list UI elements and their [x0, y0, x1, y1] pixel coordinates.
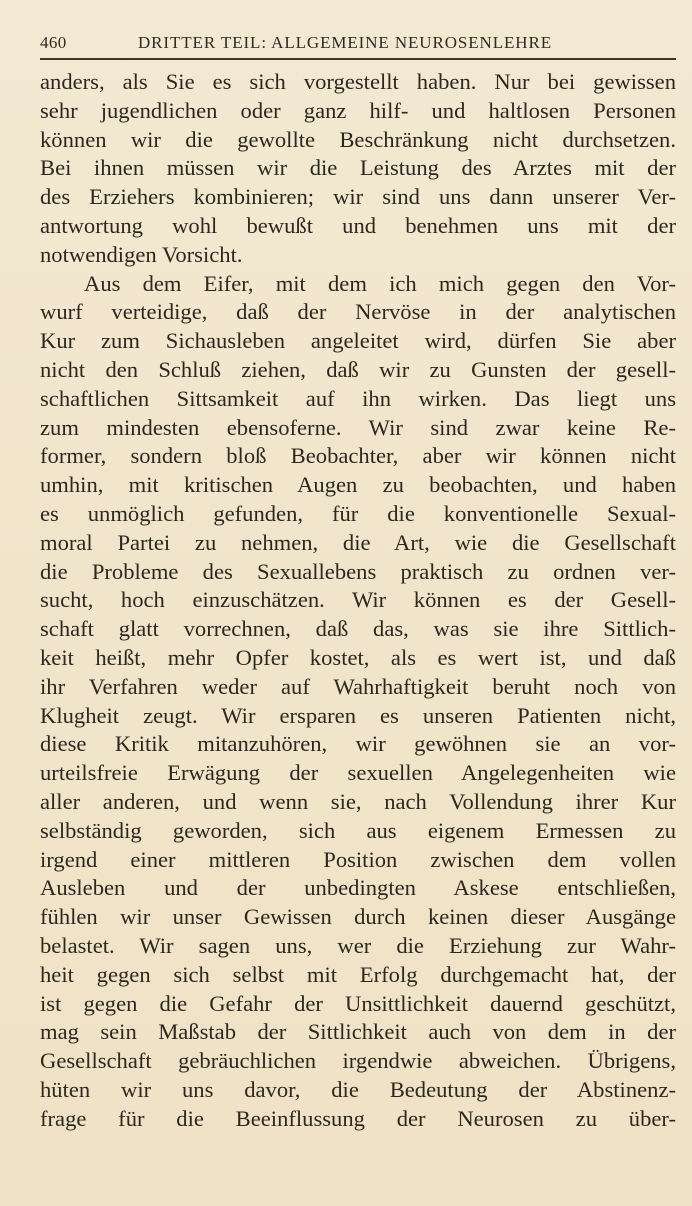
text-line: des Erziehers kombinieren; wir sind uns dann unserer Ver-: [40, 184, 676, 210]
text-line: ihr Verfahren weder auf Wahrhaftigkeit beruht noch von: [40, 673, 676, 699]
text-line: nicht den Schluß ziehen, daß wir zu Gunsten der gesell-: [40, 356, 676, 382]
text-line: fühlen wir unser Gewissen durch keinen dieser Ausgänge: [40, 904, 676, 930]
text-line: Bei ihnen müssen wir die Leistung des Arztes mit der: [40, 155, 676, 181]
text-line: ist gegen die Gefahr der Unsittlichkeit dauernd geschützt,: [40, 990, 676, 1016]
page-number: 460: [40, 33, 67, 52]
text-line: Gesellschaft gebräuchlichen irgendwie abweichen. Übrigens,: [40, 1048, 676, 1074]
text-line: zum mindesten ebensoferne. Wir sind zwar keine Re-: [40, 414, 676, 440]
text-line: antwortung wohl bewußt und benehmen uns mit der: [40, 212, 676, 238]
text-line: mag sein Maßstab der Sittlichkeit auch von dem in der: [40, 1019, 676, 1045]
text-line: die Probleme des Sexuallebens praktisch zu ordnen ver-: [40, 558, 676, 584]
text-line: notwendigen Vorsicht.: [40, 241, 243, 267]
text-line: sehr jugendlichen oder ganz hilf- und haltlosen Personen: [40, 97, 676, 123]
text-line: schaftlichen Sittsamkeit auf ihn wirken. Das liegt uns: [40, 385, 676, 411]
text-line: diese Kritik mitanzuhören, wir gewöhnen sie an vor-: [40, 731, 676, 757]
text-line: frage für die Beeinflussung der Neurosen zu über-: [40, 1105, 676, 1131]
text-line: moral Partei zu nehmen, die Art, wie die Gesellschaft: [40, 529, 676, 555]
text-line: es unmöglich gefunden, für die konventionelle Sexual-: [40, 500, 676, 526]
text-line: schaft glatt vorrechnen, daß das, was sie ihre Sittlich-: [40, 616, 676, 642]
text-line: umhin, mit kritischen Augen zu beobachten, und haben: [40, 472, 676, 498]
running-head: DRITTER TEIL: ALLGEMEINE NEUROSENLEHRE: [138, 33, 552, 52]
text-line: urteilsfreie Erwägung der sexuellen Angelegenheiten wie: [40, 760, 676, 786]
text-line: selbständig geworden, sich aus eigenem Ermessen zu: [40, 817, 676, 843]
text-line: irgend einer mittleren Position zwischen dem vollen: [40, 846, 676, 872]
text-line: Aus dem Eifer, mit dem ich mich gegen den Vor-: [84, 270, 676, 296]
text-line: former, sondern bloß Beobachter, aber wir können nicht: [40, 443, 676, 469]
text-line: keit heißt, mehr Opfer kostet, als es wert ist, und daß: [40, 644, 676, 670]
text-line: Kur zum Sichausleben angeleitet wird, dürfen Sie aber: [40, 328, 676, 354]
text-line: wurf verteidige, daß der Nervöse in der analytischen: [40, 299, 676, 325]
page-header: [40, 33, 676, 57]
text-line: hüten wir uns davor, die Bedeutung der Abstinenz-: [40, 1076, 676, 1102]
body-text: [40, 68, 676, 1133]
text-line: sucht, hoch einzuschätzen. Wir können es der Gesell-: [40, 587, 676, 613]
header-rule: [40, 58, 676, 60]
text-line: heit gegen sich selbst mit Erfolg durchgemacht hat, der: [40, 961, 676, 987]
text-line: können wir die gewollte Beschränkung nicht durchsetzen.: [40, 126, 676, 152]
text-line: belastet. Wir sagen uns, wer die Erziehung zur Wahr-: [40, 932, 676, 958]
text-line: Klugheit zeugt. Wir ersparen es unseren Patienten nicht,: [40, 702, 676, 728]
text-line: anders, als Sie es sich vorgestellt haben. Nur bei gewissen: [40, 69, 676, 94]
text-line: aller anderen, und wenn sie, nach Vollendung ihrer Kur: [40, 788, 676, 814]
text-line: Ausleben und der unbedingten Askese entschließen,: [40, 875, 676, 901]
